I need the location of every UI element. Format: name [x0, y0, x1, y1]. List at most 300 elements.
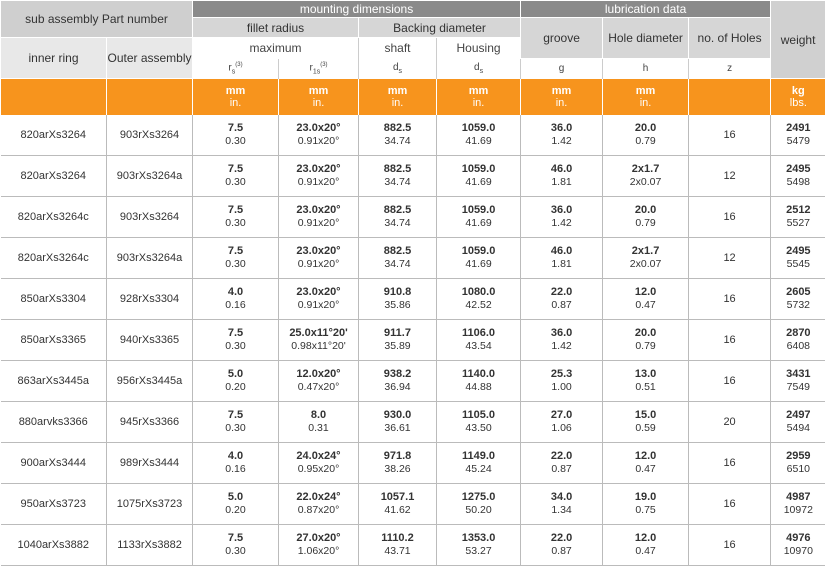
fillet-rs-cell-mm: 7.5	[193, 122, 278, 135]
groove-cell	[521, 484, 603, 525]
housing-diameter-cell-mm: 1059.0	[437, 245, 520, 258]
shaft-diameter-cell	[359, 402, 437, 443]
groove-cell	[521, 238, 603, 279]
hole-diameter-cell-in: 0.79	[603, 135, 688, 148]
hole-diameter-cell-in: 2x0.07	[603, 176, 688, 189]
fillet-rs-cell-mm: 7.5	[193, 245, 278, 258]
hole-diameter-cell-mm: 13.0	[603, 368, 688, 381]
shaft-diameter-cell	[359, 115, 437, 156]
fillet-rs-cell	[193, 484, 279, 525]
fillet-r1s-cell-in: 0.91x20°	[279, 299, 358, 312]
shaft-diameter-cell-mm: 910.8	[359, 286, 436, 299]
hole-diameter-cell-mm: 12.0	[603, 532, 688, 545]
fillet-rs-cell	[193, 197, 279, 238]
shaft-diameter-cell-mm: 938.2	[359, 368, 436, 381]
shaft-diameter-cell-in: 38.26	[359, 463, 436, 476]
groove-cell	[521, 443, 603, 484]
fillet-r1s-cell-in: 0.47x20°	[279, 381, 358, 394]
fillet-rs-cell-mm: 7.5	[193, 409, 278, 422]
fillet-rs-cell-in: 0.30	[193, 176, 278, 189]
housing-diameter-cell-in: 43.54	[437, 340, 520, 353]
no-of-holes-cell: 16	[689, 443, 771, 484]
fillet-r1s-cell-mm: 22.0x24°	[279, 491, 358, 504]
housing-diameter-cell-mm: 1149.0	[437, 450, 520, 463]
no-of-holes-cell: 16	[689, 361, 771, 402]
groove-cell	[521, 402, 603, 443]
symbol-z: z	[689, 59, 771, 79]
maximum-header: maximum	[193, 38, 359, 59]
hole-diameter-cell	[603, 320, 689, 361]
groove-cell-mm: 36.0	[521, 204, 602, 217]
shaft-diameter-cell-mm: 1110.2	[359, 532, 436, 545]
fillet-rs-cell-mm: 5.0	[193, 491, 278, 504]
no-of-holes-cell: 16	[689, 484, 771, 525]
housing-diameter-cell-mm: 1059.0	[437, 122, 520, 135]
groove-cell-in: 1.81	[521, 176, 602, 189]
inner-ring-cell: 1040arXs3882	[1, 525, 107, 566]
groove-cell	[521, 197, 603, 238]
housing-diameter-cell-mm: 1275.0	[437, 491, 520, 504]
fillet-r1s-cell-mm: 23.0x20°	[279, 286, 358, 299]
weight-kg: 4987	[771, 491, 825, 504]
housing-diameter-cell	[437, 238, 521, 279]
fillet-rs-cell-in: 0.20	[193, 381, 278, 394]
groove-cell-in: 1.34	[521, 504, 602, 517]
fillet-r1s-cell-in: 0.91x20°	[279, 176, 358, 189]
hole-diameter-cell-mm: 2x1.7	[603, 163, 688, 176]
fillet-rs-cell-in: 0.16	[193, 299, 278, 312]
weight-cell	[771, 361, 825, 402]
weight-cell	[771, 279, 825, 320]
groove-cell	[521, 525, 603, 566]
hole-diameter-cell-mm: 2x1.7	[603, 245, 688, 258]
fillet-rs-cell-mm: 7.5	[193, 204, 278, 217]
fillet-r1s-cell-mm: 8.0	[279, 409, 358, 422]
shaft-diameter-cell-in: 35.89	[359, 340, 436, 353]
fillet-rs-cell	[193, 402, 279, 443]
fillet-rs-cell	[193, 361, 279, 402]
groove-cell	[521, 361, 603, 402]
inner-ring-cell: 880arvks3366	[1, 402, 107, 443]
table-row	[1, 484, 825, 525]
weight-lbs: 7549	[771, 381, 825, 394]
unit-r1s: mm in.	[279, 79, 359, 116]
housing-diameter-cell-mm: 1105.0	[437, 409, 520, 422]
hole-diameter-cell-mm: 20.0	[603, 122, 688, 135]
fillet-rs-cell-in: 0.16	[193, 463, 278, 476]
fillet-rs-cell-mm: 4.0	[193, 286, 278, 299]
fillet-r1s-cell	[279, 156, 359, 197]
housing-diameter-cell	[437, 484, 521, 525]
fillet-r1s-cell	[279, 525, 359, 566]
housing-header: Housing	[437, 38, 521, 59]
housing-diameter-cell-mm: 1059.0	[437, 204, 520, 217]
hole-diameter-cell	[603, 238, 689, 279]
table-row	[1, 320, 825, 361]
fillet-r1s-cell-mm: 24.0x24°	[279, 450, 358, 463]
no-of-holes-cell: 16	[689, 197, 771, 238]
fillet-rs-cell-in: 0.30	[193, 135, 278, 148]
inner-ring-cell: 820arXs3264	[1, 115, 107, 156]
housing-diameter-cell-in: 41.69	[437, 176, 520, 189]
housing-diameter-cell	[437, 279, 521, 320]
housing-diameter-cell	[437, 197, 521, 238]
symbol-g: g	[521, 59, 603, 79]
table-row	[1, 525, 825, 566]
groove-header: groove	[521, 18, 603, 59]
housing-diameter-cell-in: 45.24	[437, 463, 520, 476]
weight-cell	[771, 443, 825, 484]
table-row	[1, 197, 825, 238]
symbol-ds-shaft: $d_s$	[359, 59, 437, 79]
hole-diameter-cell-in: 0.47	[603, 545, 688, 558]
shaft-diameter-cell-mm: 882.5	[359, 245, 436, 258]
outer-assembly-cell: 903rXs3264	[107, 197, 193, 238]
shaft-diameter-cell	[359, 484, 437, 525]
groove-cell-in: 1.42	[521, 217, 602, 230]
shaft-diameter-cell-in: 36.94	[359, 381, 436, 394]
shaft-diameter-cell-in: 36.61	[359, 422, 436, 435]
shaft-diameter-cell	[359, 156, 437, 197]
housing-diameter-cell	[437, 443, 521, 484]
shaft-diameter-cell	[359, 279, 437, 320]
housing-diameter-cell-mm: 1353.0	[437, 532, 520, 545]
hole-diameter-cell-in: 0.79	[603, 340, 688, 353]
fillet-rs-cell-in: 0.30	[193, 422, 278, 435]
shaft-diameter-cell-in: 41.62	[359, 504, 436, 517]
groove-cell-mm: 22.0	[521, 532, 602, 545]
hole-diameter-cell-in: 0.79	[603, 217, 688, 230]
fillet-r1s-cell-mm: 23.0x20°	[279, 163, 358, 176]
groove-cell	[521, 115, 603, 156]
outer-assembly-cell: 1133rXs3882	[107, 525, 193, 566]
fillet-r1s-cell	[279, 279, 359, 320]
housing-diameter-cell-in: 43.50	[437, 422, 520, 435]
hole-diameter-cell	[603, 361, 689, 402]
housing-diameter-cell	[437, 402, 521, 443]
fillet-rs-cell-in: 0.30	[193, 340, 278, 353]
fillet-r1s-cell-in: 1.06x20°	[279, 545, 358, 558]
fillet-rs-cell-mm: 7.5	[193, 163, 278, 176]
hole-diameter-cell-in: 0.47	[603, 463, 688, 476]
housing-diameter-cell-mm: 1140.0	[437, 368, 520, 381]
lubrication-data-header: lubrication data	[521, 1, 771, 18]
groove-cell-mm: 46.0	[521, 163, 602, 176]
weight-kg: 2959	[771, 450, 825, 463]
shaft-diameter-cell-in: 43.71	[359, 545, 436, 558]
weight-lbs: 5498	[771, 176, 825, 189]
fillet-rs-cell-mm: 7.5	[193, 532, 278, 545]
hole-diameter-cell-mm: 12.0	[603, 450, 688, 463]
hole-diameter-cell-in: 0.47	[603, 299, 688, 312]
weight-kg: 2495	[771, 163, 825, 176]
hole-diameter-cell-mm: 12.0	[603, 286, 688, 299]
fillet-rs-cell-in: 0.30	[193, 545, 278, 558]
weight-lbs: 5545	[771, 258, 825, 271]
fillet-rs-cell-in: 0.20	[193, 504, 278, 517]
hole-diameter-cell	[603, 115, 689, 156]
shaft-diameter-cell-in: 34.74	[359, 258, 436, 271]
weight-header: weight	[771, 1, 825, 79]
shaft-diameter-cell	[359, 525, 437, 566]
fillet-radius-header: fillet radius	[193, 18, 359, 38]
fillet-r1s-cell-in: 0.91x20°	[279, 217, 358, 230]
fillet-r1s-cell-in: 0.95x20°	[279, 463, 358, 476]
groove-cell-mm: 36.0	[521, 122, 602, 135]
weight-lbs: 5494	[771, 422, 825, 435]
fillet-r1s-cell-in: 0.31	[279, 422, 358, 435]
fillet-r1s-cell-in: 0.98x11°20'	[279, 340, 358, 353]
fillet-r1s-cell-mm: 23.0x20°	[279, 245, 358, 258]
groove-cell-in: 0.87	[521, 463, 602, 476]
no-of-holes-cell: 16	[689, 525, 771, 566]
symbol-ds-housing: $d_s$	[437, 59, 521, 79]
shaft-diameter-cell	[359, 197, 437, 238]
shaft-diameter-cell-mm: 911.7	[359, 327, 436, 340]
shaft-diameter-cell-mm: 882.5	[359, 122, 436, 135]
housing-diameter-cell-in: 53.27	[437, 545, 520, 558]
outer-assembly-cell: 928rXs3304	[107, 279, 193, 320]
groove-cell	[521, 320, 603, 361]
fillet-r1s-cell-mm: 27.0x20°	[279, 532, 358, 545]
fillet-r1s-cell	[279, 443, 359, 484]
housing-diameter-cell-in: 41.69	[437, 217, 520, 230]
mounting-dimensions-header: mounting dimensions	[193, 1, 521, 18]
hole-diameter-cell-in: 0.51	[603, 381, 688, 394]
groove-cell-in: 0.87	[521, 545, 602, 558]
fillet-rs-cell	[193, 156, 279, 197]
fillet-r1s-cell	[279, 238, 359, 279]
housing-diameter-cell	[437, 361, 521, 402]
unit-hole: mm in.	[603, 79, 689, 116]
sub-assembly-header: sub assembly Part number	[1, 1, 193, 38]
fillet-r1s-cell-in: 0.87x20°	[279, 504, 358, 517]
fillet-rs-cell-in: 0.30	[193, 258, 278, 271]
hole-diameter-cell-in: 2x0.07	[603, 258, 688, 271]
inner-ring-header: inner ring	[1, 38, 107, 79]
table-row	[1, 156, 825, 197]
weight-lbs: 5732	[771, 299, 825, 312]
no-of-holes-cell: 20	[689, 402, 771, 443]
unit-shaft: mm in.	[359, 79, 437, 116]
fillet-r1s-cell	[279, 402, 359, 443]
groove-cell-in: 1.42	[521, 340, 602, 353]
shaft-diameter-cell-in: 34.74	[359, 217, 436, 230]
fillet-r1s-cell	[279, 484, 359, 525]
groove-cell-in: 0.87	[521, 299, 602, 312]
weight-kg: 2512	[771, 204, 825, 217]
hole-diameter-cell-in: 0.75	[603, 504, 688, 517]
fillet-rs-cell	[193, 443, 279, 484]
shaft-diameter-cell	[359, 238, 437, 279]
shaft-diameter-cell-mm: 1057.1	[359, 491, 436, 504]
symbol-r1s: $r_{1s}^{(3)}$	[279, 59, 359, 79]
table-row	[1, 238, 825, 279]
outer-assembly-cell: 903rXs3264a	[107, 238, 193, 279]
weight-cell	[771, 484, 825, 525]
no-of-holes-cell: 16	[689, 279, 771, 320]
housing-diameter-cell-mm: 1059.0	[437, 163, 520, 176]
weight-cell	[771, 525, 825, 566]
weight-cell	[771, 402, 825, 443]
groove-cell-mm: 46.0	[521, 245, 602, 258]
fillet-r1s-cell	[279, 115, 359, 156]
fillet-rs-cell	[193, 320, 279, 361]
weight-lbs: 10972	[771, 504, 825, 517]
weight-kg: 3431	[771, 368, 825, 381]
shaft-diameter-cell-in: 34.74	[359, 135, 436, 148]
fillet-r1s-cell	[279, 361, 359, 402]
table-row	[1, 115, 825, 156]
weight-lbs: 6510	[771, 463, 825, 476]
weight-cell	[771, 115, 825, 156]
fillet-rs-cell-mm: 4.0	[193, 450, 278, 463]
inner-ring-cell: 850arXs3304	[1, 279, 107, 320]
housing-diameter-cell-mm: 1106.0	[437, 327, 520, 340]
outer-assembly-cell: 945rXs3366	[107, 402, 193, 443]
hole-diameter-cell	[603, 443, 689, 484]
housing-diameter-cell	[437, 525, 521, 566]
outer-assembly-cell: 903rXs3264a	[107, 156, 193, 197]
inner-ring-cell: 900arXs3444	[1, 443, 107, 484]
hole-diameter-cell	[603, 156, 689, 197]
hole-diameter-cell-mm: 19.0	[603, 491, 688, 504]
weight-kg: 2497	[771, 409, 825, 422]
weight-kg: 2491	[771, 122, 825, 135]
groove-cell-in: 1.00	[521, 381, 602, 394]
outer-assembly-cell: 940rXs3365	[107, 320, 193, 361]
inner-ring-cell: 820arXs3264	[1, 156, 107, 197]
weight-lbs: 10970	[771, 545, 825, 558]
groove-cell-mm: 22.0	[521, 286, 602, 299]
fillet-rs-cell	[193, 525, 279, 566]
outer-assembly-cell: 989rXs3444	[107, 443, 193, 484]
unit-weight: kg lbs.	[771, 79, 825, 116]
groove-cell-mm: 22.0	[521, 450, 602, 463]
fillet-rs-cell-mm: 5.0	[193, 368, 278, 381]
fillet-r1s-cell	[279, 320, 359, 361]
inner-ring-cell: 820arXs3264c	[1, 238, 107, 279]
no-of-holes-cell: 12	[689, 238, 771, 279]
outer-assembly-cell: 903rXs3264	[107, 115, 193, 156]
fillet-rs-cell-mm: 7.5	[193, 327, 278, 340]
hole-diameter-cell	[603, 484, 689, 525]
no-of-holes-cell: 12	[689, 156, 771, 197]
weight-cell	[771, 156, 825, 197]
housing-diameter-cell	[437, 320, 521, 361]
weight-cell	[771, 238, 825, 279]
groove-cell	[521, 156, 603, 197]
weight-lbs: 5527	[771, 217, 825, 230]
weight-lbs: 6408	[771, 340, 825, 353]
housing-diameter-cell-in: 41.69	[437, 258, 520, 271]
symbol-h: h	[603, 59, 689, 79]
hole-diameter-cell	[603, 525, 689, 566]
fillet-r1s-cell-mm: 25.0x11°20'	[279, 327, 358, 340]
fillet-rs-cell	[193, 238, 279, 279]
unit-rs: mm in.	[193, 79, 279, 116]
groove-cell-mm: 36.0	[521, 327, 602, 340]
hole-diameter-cell	[603, 279, 689, 320]
shaft-diameter-cell-mm: 971.8	[359, 450, 436, 463]
backing-diameter-header: Backing diameter	[359, 18, 521, 38]
fillet-r1s-cell-in: 0.91x20°	[279, 135, 358, 148]
groove-cell-mm: 25.3	[521, 368, 602, 381]
hole-diameter-cell-in: 0.59	[603, 422, 688, 435]
inner-ring-cell: 850arXs3365	[1, 320, 107, 361]
fillet-r1s-cell	[279, 197, 359, 238]
groove-cell	[521, 279, 603, 320]
shaft-diameter-cell-mm: 882.5	[359, 163, 436, 176]
weight-kg: 2495	[771, 245, 825, 258]
fillet-rs-cell-in: 0.30	[193, 217, 278, 230]
shaft-diameter-cell	[359, 361, 437, 402]
housing-diameter-cell-in: 50.20	[437, 504, 520, 517]
fillet-r1s-cell-in: 0.91x20°	[279, 258, 358, 271]
units-row	[1, 79, 825, 116]
unit-groove: mm in.	[521, 79, 603, 116]
fillet-r1s-cell-mm: 12.0x20°	[279, 368, 358, 381]
symbol-rs: $r_s^{(3)}$	[193, 59, 279, 79]
shaft-diameter-cell-in: 35.86	[359, 299, 436, 312]
outer-assembly-header: Outer assembly	[107, 38, 193, 79]
unit-housing: mm in.	[437, 79, 521, 116]
no-of-holes-header: no. of Holes	[689, 18, 771, 59]
outer-assembly-cell: 1075rXs3723	[107, 484, 193, 525]
shaft-diameter-cell	[359, 443, 437, 484]
fillet-r1s-cell-mm: 23.0x20°	[279, 204, 358, 217]
shaft-header: shaft	[359, 38, 437, 59]
outer-assembly-cell: 956rXs3445a	[107, 361, 193, 402]
fillet-rs-cell	[193, 279, 279, 320]
housing-diameter-cell-in: 41.69	[437, 135, 520, 148]
weight-kg: 4976	[771, 532, 825, 545]
groove-cell-in: 1.06	[521, 422, 602, 435]
housing-diameter-cell	[437, 115, 521, 156]
inner-ring-cell: 820arXs3264c	[1, 197, 107, 238]
inner-ring-cell: 950arXs3723	[1, 484, 107, 525]
groove-cell-in: 1.81	[521, 258, 602, 271]
groove-cell-in: 1.42	[521, 135, 602, 148]
hole-diameter-cell	[603, 402, 689, 443]
weight-cell	[771, 320, 825, 361]
hole-diameter-cell-mm: 20.0	[603, 327, 688, 340]
weight-kg: 2605	[771, 286, 825, 299]
groove-cell-mm: 27.0	[521, 409, 602, 422]
no-of-holes-cell: 16	[689, 115, 771, 156]
hole-diameter-cell	[603, 197, 689, 238]
weight-kg: 2870	[771, 327, 825, 340]
shaft-diameter-cell-mm: 930.0	[359, 409, 436, 422]
fillet-rs-cell	[193, 115, 279, 156]
weight-lbs: 5479	[771, 135, 825, 148]
shaft-diameter-cell-in: 34.74	[359, 176, 436, 189]
table-row	[1, 402, 825, 443]
hole-diameter-header: Hole diameter	[603, 18, 689, 59]
groove-cell-mm: 34.0	[521, 491, 602, 504]
housing-diameter-cell-in: 42.52	[437, 299, 520, 312]
shaft-diameter-cell-mm: 882.5	[359, 204, 436, 217]
weight-cell	[771, 197, 825, 238]
shaft-diameter-cell	[359, 320, 437, 361]
housing-diameter-cell-in: 44.88	[437, 381, 520, 394]
hole-diameter-cell-mm: 15.0	[603, 409, 688, 422]
housing-diameter-cell	[437, 156, 521, 197]
no-of-holes-cell: 16	[689, 320, 771, 361]
inner-ring-cell: 863arXs3445a	[1, 361, 107, 402]
table-row	[1, 443, 825, 484]
hole-diameter-cell-mm: 20.0	[603, 204, 688, 217]
